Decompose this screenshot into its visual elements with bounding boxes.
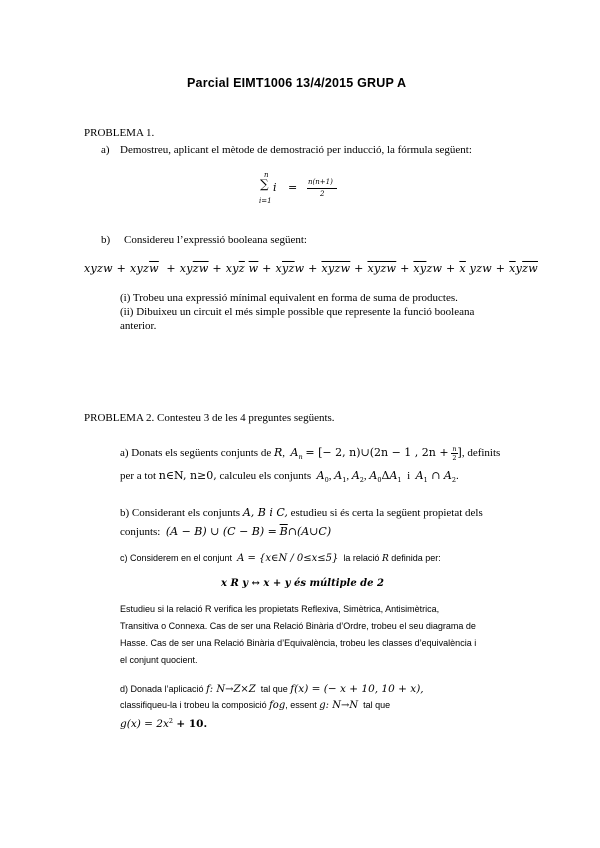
problem-2c-para-3: Hasse. Cas de ser una Relació Binària d’Equivalència, trobeu les classes d’equivalència i: [120, 638, 477, 648]
problem-2a-condition: n∈N, n≥0,: [158, 469, 217, 482]
problem-2b-text-pre: b) Considerant els conjunts: [120, 507, 241, 519]
problem-2a-line2-mid: calculeu els conjunts: [219, 470, 312, 482]
sum-upper-limit: n: [264, 171, 269, 179]
problem-2c-text-end: definida per:: [391, 553, 441, 563]
bool-term-10: $\overline{x}y\overline{zw}$: [509, 262, 538, 275]
problem-2c-para-1: Estudieu si la relació R verifica les propietats Reflexiva, Simètrica, Antisimètrica,: [120, 604, 440, 614]
bool-term-7: xyzw: [367, 262, 397, 275]
composition-fog: fog: [269, 700, 286, 711]
problem-2a-text-pre: a) Donats els següents conjunts de: [120, 447, 272, 460]
bool-term-3: $xy\overline{zw}$: [179, 262, 209, 275]
function-f-definition: f(x) = (− x + 10, 10 + x),: [290, 683, 424, 695]
sum-fraction-numerator: n(n+1): [308, 178, 333, 186]
problem-1b-label: b): [101, 234, 111, 246]
interval-expression: = [− 2, n)∪(2n − 1 , 2n +: [305, 446, 449, 460]
bool-term-1: xyzw: [84, 262, 113, 275]
problem-2a-and: i: [407, 470, 411, 482]
problem-1-heading: PROBLEMA 1.: [84, 127, 155, 139]
problem-2d-line2-mid: , essent: [285, 700, 317, 710]
problem-1b-ii-line2: anterior.: [120, 320, 157, 332]
interval-close: ]: [457, 446, 462, 460]
problem-2d-line2-post: tal que: [363, 700, 391, 710]
problem-2c-text-post: la relació: [343, 553, 380, 563]
set-R: R: [273, 446, 283, 460]
problem-2d-line1: [120, 683, 424, 695]
bool-term-5: $x\overline{yz}w$: [275, 262, 305, 275]
sum-symbol: ∑: [260, 177, 269, 191]
relation-definition: x R y ↔ x + y és múltiple de 2: [221, 578, 384, 589]
problem-2a-text-post: , definits: [461, 447, 501, 460]
problem-2b-line2: [120, 525, 331, 538]
problem-2d-line2: [120, 700, 390, 711]
problem-1b-text: Considereu l’expressió booleana següent:: [124, 234, 307, 246]
page-title: Parcial EIMT1006 13/4/2015 GRUP A: [187, 76, 407, 90]
problem-2d-line2-pre: classifiqueu-la i trobeu la composició: [120, 700, 267, 710]
problem-1a-text: Demostreu, aplicant el mètode de demostració per inducció, la fórmula següent:: [120, 144, 472, 156]
interval-fraction: $\frac{n}{2}$: [452, 445, 457, 462]
relation-R: R: [381, 554, 389, 564]
problem-2c-line1: [120, 553, 441, 564]
problem-2d-text-mid: tal que: [260, 684, 288, 694]
problem-2-heading: PROBLEMA 2. Contesteu 3 de les 4 preguntes següents.: [84, 412, 335, 424]
set-A0: $A_0$: [316, 469, 329, 485]
sum-lower-limit: i=1: [259, 197, 272, 205]
set-A: A: [290, 446, 299, 460]
problem-2c-text-pre: c) Considerem en el conjunt: [120, 553, 233, 563]
sum-fraction-bar: [307, 188, 337, 189]
set-A2: $A_2$: [351, 469, 364, 485]
problem-1b-ii-line1: (ii) Dibuixeu un circuit el més simple possible que represente la funció booleana: [120, 306, 475, 318]
problem-2a-line1: a) Donats els següents conjunts de R, $A_n$ = [− 2, n)∪(2n − 1 , 2n + $\frac{n}{2}$ ], definits: [120, 445, 501, 462]
sum-equals: =: [288, 181, 298, 194]
set-formula-right: ∩(A∪C): [287, 525, 332, 538]
problem-2b-sets: A, B i C,: [242, 506, 288, 519]
map-g: g: N→N: [319, 700, 359, 711]
problem-2c-para-2: Transitiva o Connexa. Cas de ser una Relació Binària d’Ordre, trobeu el seu diagrama de: [120, 621, 476, 631]
bool-term-2: $xyz\overline{w}$: [129, 262, 159, 275]
sum-variable: i: [273, 181, 277, 194]
set-A-subscript: n: [298, 453, 303, 462]
set-B-complement: $\overline{B}$: [279, 525, 288, 538]
function-g-definition: $g(x) = 2x^2 + 10$.: [120, 717, 208, 730]
problem-2b-line1: [120, 506, 483, 519]
problem-2d-text-pre: d) Donada l’aplicació: [120, 684, 204, 694]
problem-1a-label: a): [101, 144, 110, 156]
bool-term-8: $\overline{xy}zw$: [413, 262, 443, 275]
problem-2b-text-post: estudieu si és certa la següent propietat dels: [290, 507, 483, 519]
bool-term-9: $\overline{x}$ yzw: [459, 262, 493, 275]
bool-term-6: $\overline{xy}\overline{zw}$: [321, 262, 351, 275]
set-A1-cap-A2: $A_1$ ∩ $A_2$: [415, 469, 457, 485]
set-A0-delta-A1: $A_0\Delta A_1$: [369, 469, 402, 485]
map-f: f: N→Z×Z: [206, 684, 256, 695]
problem-2a-line2: per a tot n∈N, n≥0, calculeu els conjunts $A_0$, $A_1$, $A_2$, $A_0\Delta A_1$ i $A_1$ ∩ $A_2$.: [120, 469, 459, 485]
sum-fraction-denominator: 2: [320, 190, 325, 198]
problem-1b-i: (i) Trobeu una expressió mínimal equivalent en forma de suma de productes.: [120, 292, 458, 304]
set-A1: $A_1$: [334, 469, 347, 485]
bool-term-4: $xy\overline{z}$ $\overline{w}$: [225, 262, 259, 275]
problem-2a-line2-pre: per a tot: [120, 470, 157, 482]
set-A-definition: A = {x∈N / 0≤x≤5}: [237, 553, 339, 564]
problem-2c-para-4: el conjunt quocient.: [120, 655, 198, 665]
set-formula-left: (A − B) ∪ (C − B) =: [165, 525, 277, 538]
boolean-expression: xyzw + $xyz\overline{w} + xy\overline{zw} + xy\overline{z}$ $\overline{w} + x\overline{yz}w + \overline{xy}\overline{zw}$ + xyzw + $\overline{xy}zw + \overline{x}$ yzw + $\overline{x}y\overline{zw}$: [84, 262, 538, 275]
problem-2b-line2-pre: conjunts:: [120, 526, 161, 538]
